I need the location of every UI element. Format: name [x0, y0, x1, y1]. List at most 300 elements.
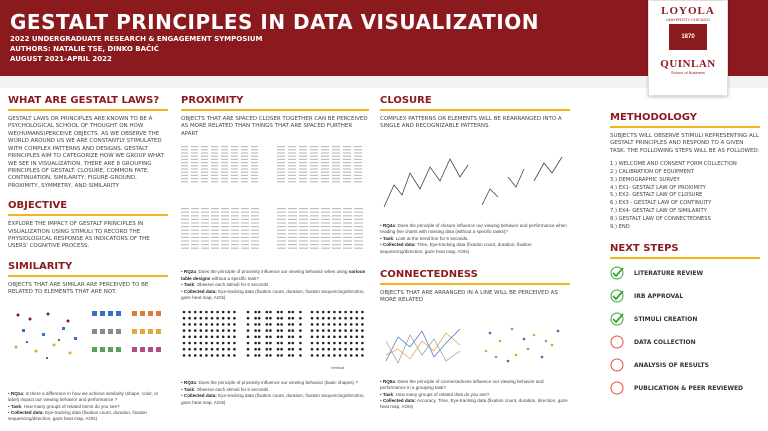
grid-dot — [200, 354, 203, 357]
table-cell-mark — [321, 175, 329, 176]
grid-dot — [311, 311, 314, 314]
grid-dot — [288, 354, 291, 357]
table-cell-mark — [310, 233, 319, 234]
table-cell-mark — [241, 156, 248, 157]
table-cell-mark — [181, 237, 189, 238]
grid-dot — [299, 317, 302, 320]
table-cell-mark — [181, 219, 189, 220]
grid-dot — [247, 330, 250, 333]
grid-dot — [288, 317, 291, 320]
table-cell-mark — [241, 181, 248, 182]
table-cell-mark — [231, 219, 239, 220]
methodology-step: 7.) EX4- GESTALT LAW OF SIMILARITY — [610, 208, 707, 215]
grid-dot — [361, 342, 364, 345]
logo-university: UNIVERSITY CHICAGO — [666, 17, 710, 22]
grid-dot — [266, 323, 269, 326]
table-cell-mark — [354, 146, 362, 147]
table-cell-mark — [191, 248, 199, 249]
grid-dot — [277, 311, 280, 314]
table-cell-mark — [321, 237, 330, 238]
check-circle-icon — [610, 289, 624, 303]
table-cell-mark — [211, 208, 219, 209]
table-cell-mark — [354, 219, 363, 220]
table-cell-mark — [288, 244, 297, 245]
grid-dot — [361, 330, 364, 333]
table-cell-mark — [191, 153, 198, 154]
grid-dot — [311, 342, 314, 345]
table-cell-mark — [231, 175, 238, 176]
table-cell-mark — [299, 226, 308, 227]
table-cell-mark — [332, 248, 341, 249]
table-cell-mark — [354, 230, 363, 231]
table-cell-mark — [191, 162, 198, 163]
table-cell-mark — [191, 159, 198, 160]
table-cell-mark — [310, 219, 319, 220]
table-cell-mark — [332, 153, 340, 154]
grid-dot — [222, 336, 225, 339]
table-cell-mark — [191, 241, 199, 242]
methodology-step: 4.) EX1- GESTALT LAW OF PROXIMITY — [610, 184, 706, 191]
table-cell-mark — [343, 172, 351, 173]
grid-dot — [277, 348, 280, 351]
table-cell-mark — [251, 230, 259, 231]
task2a-text: : Observe each stimuli for 6 seconds — [194, 282, 269, 288]
grid-dot — [311, 354, 314, 357]
table-cell-mark — [310, 172, 318, 173]
task1a-label: Task — [10, 403, 22, 409]
grid-dot — [311, 348, 314, 351]
grid-dot — [322, 330, 325, 333]
grid-dot — [222, 342, 225, 345]
table-cell-mark — [310, 175, 318, 176]
table-cell-mark — [201, 162, 208, 163]
grid-dot — [299, 342, 302, 345]
grid-dot — [258, 342, 261, 345]
table-cell-mark — [343, 226, 352, 227]
table-cell-mark — [277, 215, 286, 216]
table-cell-mark — [241, 230, 249, 231]
rq2a-post: without a specific task? — [210, 275, 259, 281]
gestalt-body: GESTALT LAWS OR PRINCIPLES ARE KNOWN TO BE A PSYCHOLOGICAL SCHOOL OF THOUGHT ON HOW WE(HUMANS)PERCEIVE OBJECTS. AS WE OBSERVE THE WORLD AROUND US WE ARE CONSTANTLY STIMULATED WITH COMPLEX PATTERNS AND DESIGNS. GESTALT PRINCIPLES AIM TO CATEGORIZE HOW WE GROUP WHAT WE SEE IN VISUALIZATION. THERE ARE 8 GROUPING PRINCIPLES OF GESTALT: CLOSURE, COMMON FATE, CONTINUATION, SIMILARITY, FIGURE-GROUND, PROXIMITY, SYMMETRY, AND SIMILARITY — [8, 116, 164, 189]
grid-dot — [266, 348, 269, 351]
table-cell-mark — [277, 237, 286, 238]
table-cell-mark — [221, 175, 228, 176]
table-cell-mark — [191, 226, 199, 227]
grid-dot — [277, 330, 280, 333]
grid-dot — [266, 311, 269, 314]
grid-dot — [266, 317, 269, 320]
table-cell-mark — [251, 219, 259, 220]
table-cell-mark — [191, 208, 199, 209]
table-cell-mark — [321, 226, 330, 227]
table-cell-mark — [321, 165, 329, 166]
table-cell-mark — [288, 237, 297, 238]
similarity-notes: • RQ1a: Is there a difference in how we achieve similarity (shape, color, or label) impact our viewing behavior and performance ? • Task: How many groups of related items do you see? • Collected data: Eye-tracking data (fixation count, duration, fixation sequencing/direction, gaze heat map, AOIs) — [8, 390, 159, 422]
grid-dot — [188, 330, 191, 333]
table-cell-mark — [321, 248, 330, 249]
grid-dot — [322, 311, 325, 314]
authors: AUTHORS: NATALIE TSE, DINKO BAČIĆ — [10, 45, 159, 53]
table-cell-mark — [321, 153, 329, 154]
table-cell-mark — [201, 153, 208, 154]
table-cell-mark — [288, 212, 297, 213]
grid-dot — [322, 317, 325, 320]
table-cell-mark — [181, 178, 188, 179]
similarity-heading: SIMILARITY — [8, 260, 73, 272]
grid-dot — [356, 323, 359, 326]
next-step-item — [610, 287, 760, 305]
table-cell-mark — [231, 146, 238, 147]
table-cell-mark — [299, 233, 308, 234]
table-cell-mark — [191, 230, 199, 231]
empty-circle-icon — [610, 381, 624, 395]
table-cell-mark — [221, 208, 229, 209]
table-cell-mark — [299, 175, 307, 176]
table-cell-mark — [299, 172, 307, 173]
grid-dot — [277, 354, 280, 357]
table-cell-mark — [231, 241, 239, 242]
table-cell-mark — [299, 146, 307, 147]
grid-dot — [328, 354, 331, 357]
table-cell-mark — [288, 226, 297, 227]
grid-dot — [188, 311, 191, 314]
grid-dot — [254, 317, 257, 320]
grid-dot — [350, 330, 353, 333]
grid-dot — [299, 323, 302, 326]
table-cell-mark — [343, 237, 352, 238]
grid-dot — [328, 342, 331, 345]
table-cell-mark — [299, 215, 308, 216]
grid-dot — [292, 336, 295, 339]
table-cell-mark — [288, 223, 297, 224]
table-cell-mark — [321, 149, 329, 150]
table-cell-mark — [354, 241, 363, 242]
table-cell-mark — [343, 230, 352, 231]
table-cell-mark — [221, 169, 228, 170]
table-cell-mark — [354, 159, 362, 160]
table-cell-mark — [288, 165, 296, 166]
table-cell-mark — [231, 230, 239, 231]
grid-dot — [194, 311, 197, 314]
grid-dot — [311, 330, 314, 333]
table-cell-mark — [221, 153, 228, 154]
data4a-text: Time, Eye-tracking data (fixation count, duration, fixation sequencing/direction, gaze heat map, AOIs) — [380, 242, 532, 254]
table-cell-mark — [354, 208, 363, 209]
grid-dot — [216, 348, 219, 351]
table-cell-mark — [288, 230, 297, 231]
table-cell-mark — [201, 159, 208, 160]
table-cell-mark — [221, 215, 229, 216]
table-cell-mark — [288, 169, 296, 170]
grid-dot — [269, 336, 272, 339]
table-cell-mark — [221, 237, 229, 238]
methodology-step: 6.) EX3 - GESTALT LAW OF CONTINUITY — [610, 200, 712, 207]
table-cell-mark — [277, 169, 285, 170]
methodology-step: 3.) DEMOGRAPHIC SURVEY — [610, 176, 680, 183]
grid-dot — [194, 330, 197, 333]
section-rule — [610, 126, 760, 128]
table-cell-mark — [299, 237, 308, 238]
grid-dot — [288, 342, 291, 345]
table-cell-mark — [241, 149, 248, 150]
grid-dot — [205, 311, 208, 314]
similarity-stimuli — [8, 305, 168, 363]
grid-dot — [222, 311, 225, 314]
grid-dot — [280, 323, 283, 326]
table-cell-mark — [277, 244, 286, 245]
table-cell-mark — [181, 165, 188, 166]
table-cell-mark — [321, 172, 329, 173]
table-cell-mark — [181, 215, 189, 216]
table-cell-mark — [288, 178, 296, 179]
grid-dot — [228, 311, 231, 314]
table-cell-mark — [310, 149, 318, 150]
connectedness-body: OBJECTS THAT ARE ARRANGED IN A LINE WILL BE PERCEIVED AS MORE RELATED — [380, 289, 558, 304]
grid-dot — [211, 323, 214, 326]
table-cell-mark — [231, 178, 238, 179]
methodology-heading: METHODOLOGY — [610, 112, 698, 123]
table-cell-mark — [191, 178, 198, 179]
table-cell-mark — [310, 165, 318, 166]
rq3a-notes: • RQ3a: Does the principle of proximity influence our viewing behavior (basic shapes) ? • Task: Observe each stimuli for 6 seconds • Collected data: Eye-tracking data (fixation count, duration, fixation sequencing/direction, gaze heat map, AOIs) — [181, 380, 365, 405]
table-cell-mark — [332, 169, 340, 170]
table-cell-mark — [343, 208, 352, 209]
grid-dot — [211, 342, 214, 345]
logo-quinlan: QUINLAN — [660, 58, 716, 70]
table-cell-mark — [321, 212, 330, 213]
grid-dot — [350, 354, 353, 357]
date-range: AUGUST 2021-APRIL 2022 — [10, 55, 112, 63]
grid-dot — [183, 317, 186, 320]
grid-dot — [222, 348, 225, 351]
grid-dot — [228, 317, 231, 320]
poster-title: GESTALT PRINCIPLES IN DATA VISUALIZATION — [10, 10, 539, 34]
table-cell-mark — [343, 165, 351, 166]
table-cell-mark — [299, 153, 307, 154]
grid-dot — [216, 323, 219, 326]
grid-dot — [228, 348, 231, 351]
table-cell-mark — [251, 153, 258, 154]
column-2 — [181, 90, 369, 406]
table-cell-mark — [201, 178, 208, 179]
grid-dot — [183, 311, 186, 314]
grid-dot — [333, 348, 336, 351]
table-cell-mark — [241, 212, 249, 213]
grid-dot — [277, 323, 280, 326]
table-cell-mark — [310, 223, 319, 224]
grid-dot — [333, 342, 336, 345]
grid-dot — [228, 354, 231, 357]
next-steps-list — [610, 264, 760, 397]
table-cell-mark — [343, 233, 352, 234]
table-cell-mark — [221, 146, 228, 147]
logo-seal: 1870 — [669, 24, 707, 50]
grid-dot — [316, 354, 319, 357]
proximity-heading: PROXIMITY — [181, 95, 244, 106]
grid-dot — [211, 348, 214, 351]
table-cell-mark — [277, 219, 286, 220]
table-cell-mark — [221, 149, 228, 150]
table-cell-mark — [354, 223, 363, 224]
grid-dot — [299, 348, 302, 351]
grid-dot — [356, 330, 359, 333]
grid-dot — [344, 354, 347, 357]
grid-dot — [269, 317, 272, 320]
grid-dot — [339, 336, 342, 339]
table-cell-mark — [191, 149, 198, 150]
table-cell-mark — [288, 156, 296, 157]
table-cell-mark — [221, 156, 228, 157]
grid-dot — [288, 330, 291, 333]
table-cell-mark — [310, 244, 319, 245]
table-cell-mark — [211, 226, 219, 227]
grid-dot — [205, 354, 208, 357]
table-cell-mark — [299, 169, 307, 170]
grid-dot — [344, 330, 347, 333]
table-cell-mark — [343, 178, 351, 179]
next-step-item — [610, 310, 760, 328]
table-cell-mark — [354, 237, 363, 238]
grid-dot — [194, 323, 197, 326]
grid-dot — [361, 323, 364, 326]
connectedness-notes: • RQ5a: Does the principle of connectedness influence our viewing behavior and performance in a grouping task? • Task: How many groups of related dots do you see? • Collected data: Accuracy, Time, Eye-tracking data (fixation count, duration, direction, gaze heat map, AOIs) — [380, 378, 568, 410]
table-cell-mark — [251, 223, 259, 224]
table-cell-mark — [221, 172, 228, 173]
grid-dot — [247, 342, 250, 345]
table-cell-mark — [332, 165, 340, 166]
table-cell-mark — [221, 230, 229, 231]
table-cell-mark — [343, 146, 351, 147]
table-cell-mark — [181, 244, 189, 245]
table-cell-mark — [211, 223, 219, 224]
grid-dot — [205, 330, 208, 333]
table-cell-mark — [332, 223, 341, 224]
grid-dot — [292, 317, 295, 320]
objective-heading: OBJECTIVE — [8, 200, 68, 212]
grid-dot — [316, 323, 319, 326]
table-cell-mark — [201, 230, 209, 231]
table-cell-mark — [201, 244, 209, 245]
table-cell-mark — [277, 233, 286, 234]
table-cell-mark — [332, 244, 341, 245]
table-cell-mark — [231, 215, 239, 216]
table-cell-mark — [221, 241, 229, 242]
grid-dot — [233, 317, 236, 320]
grid-dot — [233, 323, 236, 326]
grid-dot — [316, 330, 319, 333]
grid-dot — [350, 311, 353, 314]
task3a-text: : Observe each stimuli for 6 seconds — [194, 386, 269, 392]
table-cell-mark — [299, 162, 307, 163]
table-cell-mark — [277, 162, 285, 163]
section-rule — [8, 214, 168, 216]
proximity-body: OBJECTS THAT ARE SPACED CLOSER TOGETHER CAN BE PERCEIVED AS MORE RELATED THAN THINGS THAT ARE SPACED FURTHER APART — [181, 116, 368, 137]
grid-dot — [328, 323, 331, 326]
table-cell-mark — [343, 153, 351, 154]
table-cell-mark — [354, 175, 362, 176]
table-cell-mark — [321, 223, 330, 224]
table-cell-mark — [231, 244, 239, 245]
table-cell-mark — [181, 226, 189, 227]
table-cell-mark — [321, 230, 330, 231]
table-cell-mark — [299, 212, 308, 213]
task5a-label: Task — [382, 391, 394, 397]
table-cell-mark — [310, 237, 319, 238]
table-cell-mark — [310, 169, 318, 170]
rq5a-text: : Does the principle of connectedness influence our viewing behavior and performance in a grouping task? — [380, 378, 544, 391]
table-cell-mark — [251, 233, 259, 234]
table-cell-mark — [201, 233, 209, 234]
grid-dot — [211, 330, 214, 333]
table-cell-mark — [241, 162, 248, 163]
table-cell-mark — [343, 248, 352, 249]
table-cell-mark — [354, 153, 362, 154]
grid-dot — [269, 330, 272, 333]
grid-dot — [200, 348, 203, 351]
grid-dot — [254, 336, 257, 339]
methodology-step: 1.) WELCOME AND CONSENT FORM COLLECTION — [610, 161, 737, 168]
table-cell-mark — [251, 159, 258, 160]
table-cell-mark — [211, 181, 218, 182]
table-cell-mark — [343, 159, 351, 160]
table-cell-mark — [231, 233, 239, 234]
grid-dot — [211, 354, 214, 357]
grid-dot — [183, 354, 186, 357]
table-cell-mark — [211, 159, 218, 160]
grid-dot — [288, 336, 291, 339]
table-cell-mark — [191, 146, 198, 147]
grid-dot — [228, 342, 231, 345]
grid-dot — [299, 354, 302, 357]
table-cell-mark — [231, 212, 239, 213]
table-cell-mark — [332, 230, 341, 231]
table-cell-mark — [321, 233, 330, 234]
grid-dot — [266, 342, 269, 345]
table-cell-mark — [277, 178, 285, 179]
grid-dot — [299, 311, 302, 314]
table-cell-mark — [191, 215, 199, 216]
grid-dot — [247, 311, 250, 314]
grid-dot — [194, 317, 197, 320]
grid-dot — [328, 317, 331, 320]
closure-body: COMPLEX PATTERNS OR ELEMENTS WILL BE REARRANGED INTO A SINGLE AND RECOGNIZABLE PATTERNS. — [380, 116, 562, 130]
table-cell-mark — [332, 208, 341, 209]
check-circle-icon — [610, 266, 624, 280]
table-cell-mark — [191, 219, 199, 220]
table-cell-mark — [299, 208, 308, 209]
table-cell-mark — [354, 212, 363, 213]
grid-dot — [247, 354, 250, 357]
table-cell-mark — [299, 219, 308, 220]
next-step-label: IRB APPROVAL — [634, 292, 684, 300]
table-cell-mark — [343, 162, 351, 163]
table-cell-mark — [211, 248, 219, 249]
table-cell-mark — [321, 146, 329, 147]
table-cell-mark — [211, 230, 219, 231]
table-cell-mark — [241, 178, 248, 179]
table-cell-mark — [241, 215, 249, 216]
next-step-label: PUBLICATION & PEER REVIEWED — [634, 384, 744, 392]
check-circle-icon — [610, 312, 624, 326]
grid-dot — [356, 311, 359, 314]
table-cell-mark — [181, 212, 189, 213]
grid-dot — [258, 323, 261, 326]
grid-dot — [216, 342, 219, 345]
grid-dot — [188, 342, 191, 345]
table-cell-mark — [343, 169, 351, 170]
grid-dot — [344, 317, 347, 320]
grid-dot — [350, 342, 353, 345]
